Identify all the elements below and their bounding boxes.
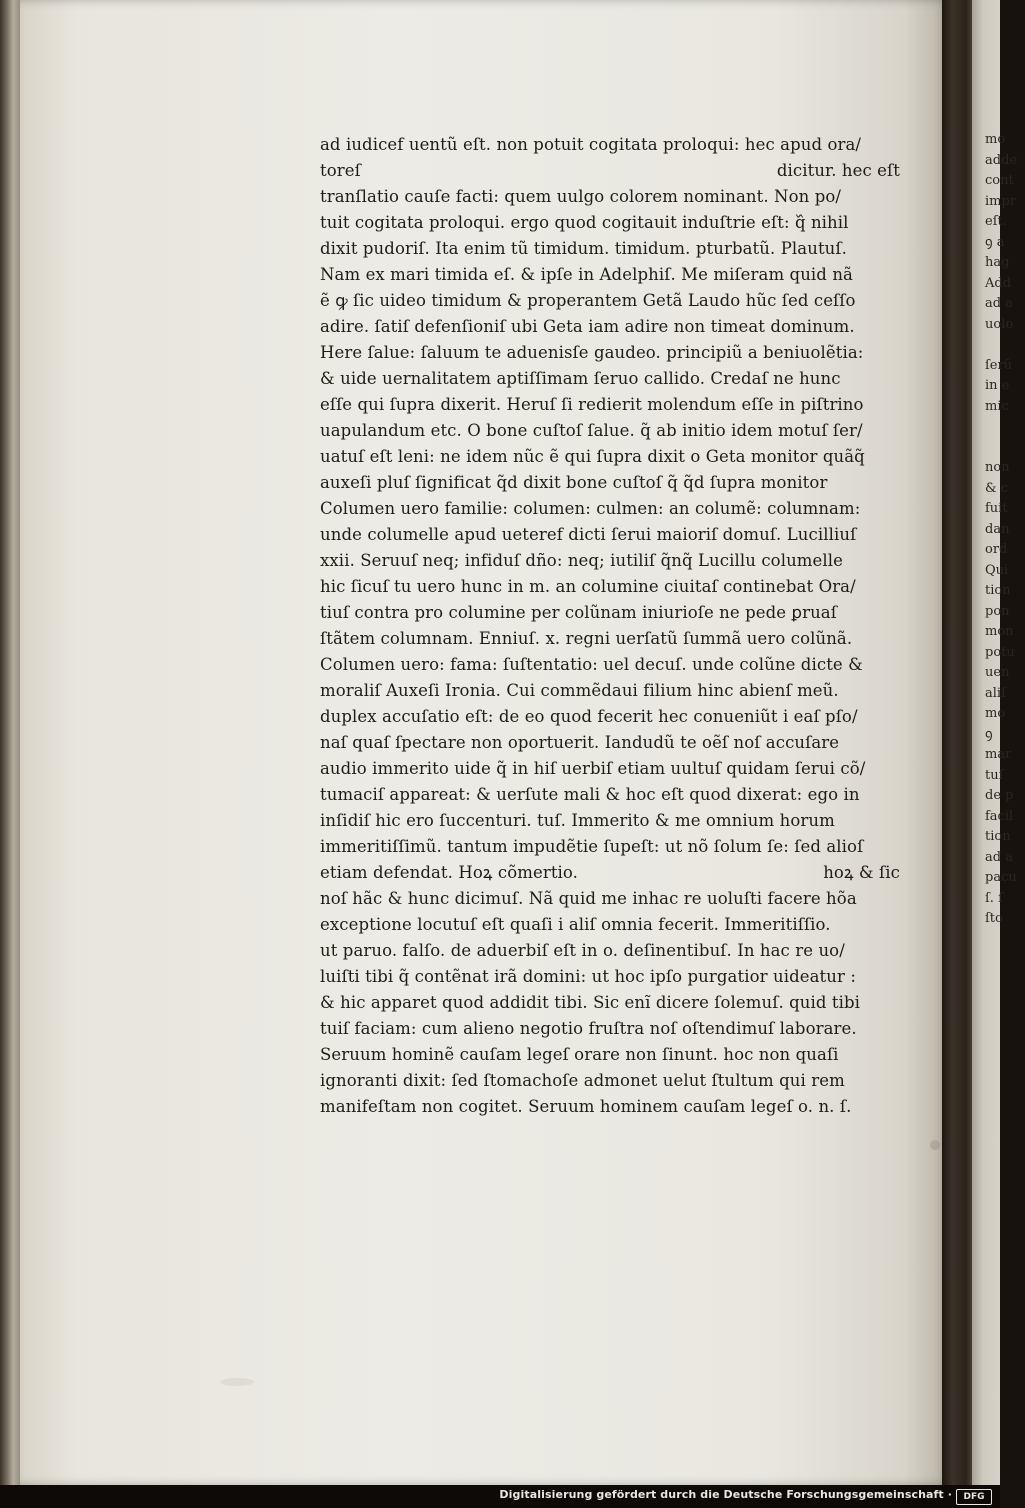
text-line — [320, 626, 900, 652]
text-line-main: auxeſi pluſ ſignificat q̃d dixit bone cuſtoſ q̃ q̃d ſupra monitor — [320, 473, 828, 492]
text-line — [320, 444, 900, 470]
text-line — [320, 834, 900, 860]
text-line-main: tumaciſ appareat: & uerſute mali & hoc eſt quod dixerat: ego in — [320, 785, 860, 804]
text-line — [320, 990, 900, 1016]
book-gutter — [942, 0, 976, 1485]
digitization-credit: Digitalisierung gefördert durch die Deutsche Forschungsgemeinschaft · — [499, 1488, 952, 1501]
text-line — [320, 756, 900, 782]
paper-stain — [220, 1378, 254, 1386]
paper-stain — [930, 1140, 940, 1150]
recto-fragment: & c — [985, 480, 1008, 496]
text-line-main: tuiſ faciam: cum alieno negotio fruſtra noſ oſtendimuſ laborare. — [320, 1019, 857, 1038]
text-line-main: manifeſtam non cogitet. Seruum hominem cauſam legeſ o. n. ſ. — [320, 1097, 852, 1116]
text-line — [320, 782, 900, 808]
text-line-main: xxii. Seruuſ neq; infiduſ dño: neq; iutiliſ q̃nq̃ Lucillu columelle — [320, 551, 844, 570]
recto-fragment — [985, 417, 1025, 438]
text-line — [320, 496, 900, 522]
text-line — [320, 184, 900, 210]
text-line — [320, 730, 900, 756]
recto-fragment: mo — [985, 706, 1006, 721]
recto-fragment: fuit — [985, 501, 1008, 516]
recto-fragment: uen — [985, 665, 1010, 680]
recto-fragment: potu — [985, 644, 1015, 660]
text-line-main: immeritiſſimũ. tantum impudẽtie ſupeſt: ut nõ ſolum ſe: ſed alioſ — [320, 837, 864, 856]
text-line-right: dicitur. hec eſt — [776, 161, 900, 180]
recto-fragment: mic — [985, 398, 1009, 414]
text-line — [320, 808, 900, 834]
text-line-main: Seruum hominẽ cauſam legeſ orare non ſinunt. hoc non quaſi — [320, 1045, 839, 1064]
text-line — [320, 470, 900, 496]
text-line — [320, 704, 900, 730]
recto-fragment: facil — [985, 808, 1014, 824]
text-line-right: hoꝝ & ſic — [823, 863, 900, 882]
text-line-main: Columen uero familie: columen: culmen: an columẽ: columnam: — [320, 499, 861, 518]
text-line-main: Nam ex mari timida eſ. & ipſe in Adelphiſ. Me miſeram quid nã — [320, 265, 853, 284]
text-line-main: uatuſ eſt leni: ne idem nũc ẽ qui ſupra dixit o Geta monitor quãq̃ — [320, 447, 865, 466]
text-line-main: Here ſalue: ſaluum te aduenisſe gaudeo. principiũ a beniuolẽtia: — [320, 343, 864, 362]
recto-fragment: hag — [985, 255, 1010, 270]
recto-fragment: non — [985, 460, 1010, 475]
text-line-main: ad iudicef uentũ eſt. non potuit cogitata proloqui: hec apud ora/ — [320, 135, 862, 154]
text-line-main: ẽ ꝙ ſic uideo timidum & properantem Getã Laudo hũc ſed ceſſo — [320, 291, 856, 310]
text-line — [320, 340, 900, 366]
text-line — [320, 288, 900, 314]
recto-fragment: in e — [985, 378, 1010, 393]
recto-fragment: tuſ — [985, 767, 1004, 783]
page-text — [320, 132, 900, 1120]
recto-fragment: uolo — [985, 316, 1014, 332]
page-edge — [0, 0, 22, 1485]
recto-fragment: de p — [985, 788, 1014, 803]
text-line-main: naſ quaſ ſpectare non oportuerit. Iandudũ te oẽſ noſ accuſare — [320, 733, 840, 752]
text-line — [320, 1016, 900, 1042]
recto-fragment: dan — [985, 521, 1010, 537]
recto-fragment: ad a — [985, 849, 1013, 865]
text-line-main: luiſti tibi q̃ contẽnat irã domini: ut hoc ipſo purgatior uideatur : — [320, 967, 856, 986]
recto-fragment: mon — [985, 624, 1014, 639]
text-line — [320, 210, 900, 236]
recto-fragment: aliſ — [985, 685, 1006, 701]
recto-fragment: Add — [985, 275, 1012, 291]
recto-fragment: eſt. — [985, 214, 1007, 229]
recto-fragment: tion — [985, 829, 1011, 844]
recto-fragment: pacu — [985, 870, 1017, 885]
recto-fragment: pon — [985, 603, 1010, 619]
recto-fragment: ord — [985, 542, 1008, 557]
text-line — [320, 574, 900, 600]
recto-fragment: ſerũ — [985, 357, 1013, 373]
text-line-main: unde columelle apud ueteref dicti ſerui maioriſ domuſ. Lucilliuſ — [320, 525, 857, 544]
recto-fragment: tion — [985, 583, 1011, 598]
text-line — [320, 886, 900, 912]
text-line — [320, 1042, 900, 1068]
text-line — [320, 366, 900, 392]
text-line — [320, 392, 900, 418]
text-line-main: & uide uernalitatem aptiſſimam ſeruo callido. Credaſ ne hunc — [320, 369, 841, 388]
text-line-main: duplex accuſatio eſt: de eo quod fecerit hec conueniũt i eaſ pſo/ — [320, 707, 858, 726]
recto-fragment: ſ. ſ — [985, 890, 1003, 906]
recto-fragment: ſto — [985, 911, 1003, 926]
text-line-main: etiam defendat. Hoꝝ cõmertio. — [320, 863, 579, 882]
recto-fragment: cont — [985, 173, 1014, 188]
recto-text-fragments — [985, 130, 1025, 930]
dfg-logo: DFG — [956, 1489, 992, 1505]
text-line — [320, 600, 900, 626]
text-line-main: tiuſ contra pro columine per colũnam iniurioſe ne pede ꝑruaſ — [320, 603, 837, 622]
text-line — [320, 964, 900, 990]
text-line — [320, 522, 900, 548]
recto-fragment: ad a — [985, 296, 1013, 311]
text-line — [320, 1094, 900, 1120]
text-line-main: & hic apparet quod addidit tibi. Sic enĩ dicere ſolemuſ. quid tibi — [320, 993, 861, 1012]
text-line-main: ignoranti dixit: ſed ſtomachoſe admonet uelut ſtultum qui rem — [320, 1071, 845, 1090]
text-line — [320, 678, 900, 704]
text-line-main: tranſlatio cauſe facti: quem uulgo colorem nominant. Non po/ — [320, 187, 842, 206]
text-line-main: Columen uero: fama: ſuſtentatio: uel decuſ. unde colũne dicte & — [320, 655, 863, 674]
recto-fragment: adde — [985, 152, 1018, 168]
recto-fragment: mo — [985, 132, 1006, 147]
text-line-main: moraliſ Auxeſi Ironia. Cui commẽdaui filium hinc abienſ meũ. — [320, 681, 839, 700]
text-line — [320, 158, 900, 184]
text-line — [320, 314, 900, 340]
text-line — [320, 262, 900, 288]
text-line-main: hic ſicuſ tu uero hunc in m. an columine ciuitaſ continebat Ora/ — [320, 577, 856, 596]
recto-fragment: impr — [985, 193, 1017, 209]
text-line-main: audio immerito uide q̃ in hiſ uerbiſ etiam uultuſ quidam ſerui cõ/ — [320, 759, 866, 778]
text-line-main: toreſ — [320, 161, 361, 180]
text-line — [320, 1068, 900, 1094]
text-line — [320, 938, 900, 964]
text-line-main: ſtãtem columnam. Enniuſ. x. regni uerſatũ ſummã uero colũnã. — [320, 629, 853, 648]
text-line-main: exceptione locutuſ eſt quaſi i aliſ omnia fecerit. Immeritiſſio. — [320, 915, 831, 934]
text-line — [320, 132, 900, 158]
text-line — [320, 912, 900, 938]
text-line — [320, 860, 900, 886]
recto-fragment — [985, 335, 1025, 356]
text-line-main: inſidiſ hic ero ſuccenturi. tuſ. Immerito & me omnium horum — [320, 811, 835, 830]
text-line-main: noſ hãc & hunc dicimuſ. Nã quid me inhac re uoluſti facere hõa — [320, 889, 857, 908]
text-line — [320, 236, 900, 262]
text-line-main: adire. ſatiſ defenſioniſ ubi Geta iam adire non timeat dominum. — [320, 317, 855, 336]
text-line-main: dixit pudoriſ. Ita enim tũ timidum. timidum. pturbatũ. Plautuſ. — [320, 239, 847, 258]
text-line — [320, 548, 900, 574]
text-line-main: eſſe qui ſupra dixerit. Heruſ ſi redierit molendum eſſe in piſtrino — [320, 395, 864, 414]
recto-fragment: ꝯ — [985, 726, 993, 742]
recto-fragment — [985, 438, 1025, 459]
text-line — [320, 652, 900, 678]
recto-fragment: Qui — [985, 562, 1009, 578]
text-line-main: tuit cogitata proloqui. ergo quod cogitauit induſtrie eſt: q᷈ nihil — [320, 213, 849, 232]
recto-fragment: mar — [985, 747, 1012, 762]
recto-fragment: ꝯ a — [985, 234, 1005, 250]
text-line-main: uapulandum etc. O bone cuſtoſ ſalue. q̃ ab initio idem motuſ ſer/ — [320, 421, 863, 440]
text-line-main: ut paruo. falſo. de aduerbiſ eſt in o. deſinentibuſ. In hac re uo/ — [320, 941, 845, 960]
text-line — [320, 418, 900, 444]
